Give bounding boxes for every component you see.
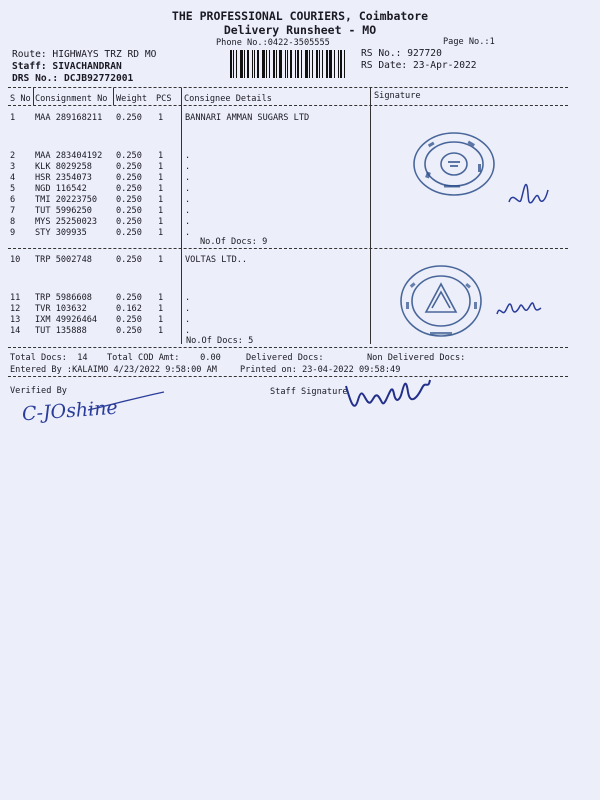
rs-number: RS No.: 927720 bbox=[361, 48, 442, 59]
header-weight: Weight bbox=[116, 94, 148, 104]
company-seal-stamp bbox=[396, 262, 486, 340]
header-consignee: Consignee Details bbox=[184, 94, 272, 104]
barcode bbox=[230, 50, 352, 78]
barcode-bar bbox=[305, 50, 308, 78]
total-docs: Total Docs: 14 bbox=[10, 353, 88, 363]
company-title: THE PROFESSIONAL COURIERS, Coimbatore bbox=[171, 9, 429, 23]
rs-date: RS Date: 23-Apr-2022 bbox=[361, 60, 477, 71]
header-sno: S No bbox=[10, 94, 31, 104]
phone-number: Phone No.:0422-3505555 bbox=[216, 38, 330, 48]
page-number: Page No.:1 bbox=[443, 37, 495, 47]
signature-scribble-1 bbox=[505, 172, 551, 216]
barcode-bar bbox=[297, 50, 299, 78]
barcode-bar bbox=[262, 50, 265, 78]
col-divider bbox=[33, 88, 34, 105]
barcode-bar bbox=[269, 50, 270, 78]
col-divider bbox=[370, 88, 371, 344]
staff-label: Staff: SIVACHANDRAN bbox=[12, 61, 122, 72]
delivered-docs: Delivered Docs: bbox=[246, 353, 324, 363]
group2-docs-count: No.Of Docs: 5 bbox=[186, 336, 254, 346]
barcode-bar bbox=[301, 50, 302, 78]
barcode-bar bbox=[309, 50, 310, 78]
barcode-bar bbox=[254, 50, 255, 78]
barcode-bar bbox=[244, 50, 245, 78]
barcode-bar bbox=[287, 50, 288, 78]
drs-number: DRS No.: DCJB92772001 bbox=[12, 73, 134, 84]
signature-underline bbox=[86, 388, 166, 414]
barcode-bar bbox=[322, 50, 323, 78]
table-bottom-rule bbox=[8, 347, 568, 348]
barcode-bar bbox=[257, 50, 259, 78]
barcode-bar bbox=[334, 50, 335, 78]
barcode-bar bbox=[285, 50, 286, 78]
printed-on: Printed on: 23-04-2022 09:58:49 bbox=[240, 365, 401, 375]
barcode-bar bbox=[266, 50, 267, 78]
barcode-bar bbox=[295, 50, 296, 78]
barcode-bar bbox=[279, 50, 282, 78]
company-seal-stamp bbox=[408, 130, 500, 198]
col-divider bbox=[113, 88, 114, 105]
barcode-bar bbox=[344, 50, 345, 78]
barcode-bar bbox=[319, 50, 320, 78]
barcode-bar bbox=[329, 50, 332, 78]
barcode-bar bbox=[252, 50, 253, 78]
route-label: Route: HIGHWAYS TRZ RD MO bbox=[12, 49, 157, 60]
table-header-rule bbox=[8, 105, 568, 106]
staff-signature-scribble bbox=[338, 370, 434, 420]
group-separator bbox=[8, 248, 568, 249]
barcode-bar bbox=[233, 50, 234, 78]
barcode-bar bbox=[273, 50, 275, 78]
non-delivered-docs: Non Delivered Docs: bbox=[367, 353, 466, 363]
group1-docs-count: No.Of Docs: 9 bbox=[200, 237, 268, 247]
barcode-bar bbox=[236, 50, 237, 78]
signature-scribble-2 bbox=[494, 292, 544, 322]
barcode-bar bbox=[316, 50, 318, 78]
header-consignment: Consignment No bbox=[35, 94, 108, 104]
verifier-signature: C-JOshine bbox=[21, 396, 119, 426]
header-pcs: PCS bbox=[156, 94, 172, 104]
document-title: Delivery Runsheet - MO bbox=[223, 23, 377, 37]
barcode-bar bbox=[340, 50, 342, 78]
barcode-bar bbox=[312, 50, 313, 78]
staff-signature-label: Staff Signature bbox=[270, 387, 348, 397]
barcode-bar bbox=[247, 50, 249, 78]
barcode-bar bbox=[326, 50, 328, 78]
footer-rule bbox=[8, 376, 568, 377]
col-divider bbox=[181, 88, 182, 344]
entered-by: Entered By :KALAIMO 4/23/2022 9:58:00 AM bbox=[10, 365, 217, 375]
barcode-bar bbox=[240, 50, 243, 78]
barcode-bar bbox=[290, 50, 292, 78]
table-top-rule bbox=[8, 87, 568, 88]
header-signature: Signature bbox=[374, 91, 421, 101]
barcode-bar bbox=[338, 50, 339, 78]
barcode-bar bbox=[230, 50, 232, 78]
total-cod: Total COD Amt: 0.00 bbox=[107, 353, 221, 363]
barcode-bar bbox=[276, 50, 277, 78]
verified-by-label: Verified By bbox=[10, 386, 67, 396]
